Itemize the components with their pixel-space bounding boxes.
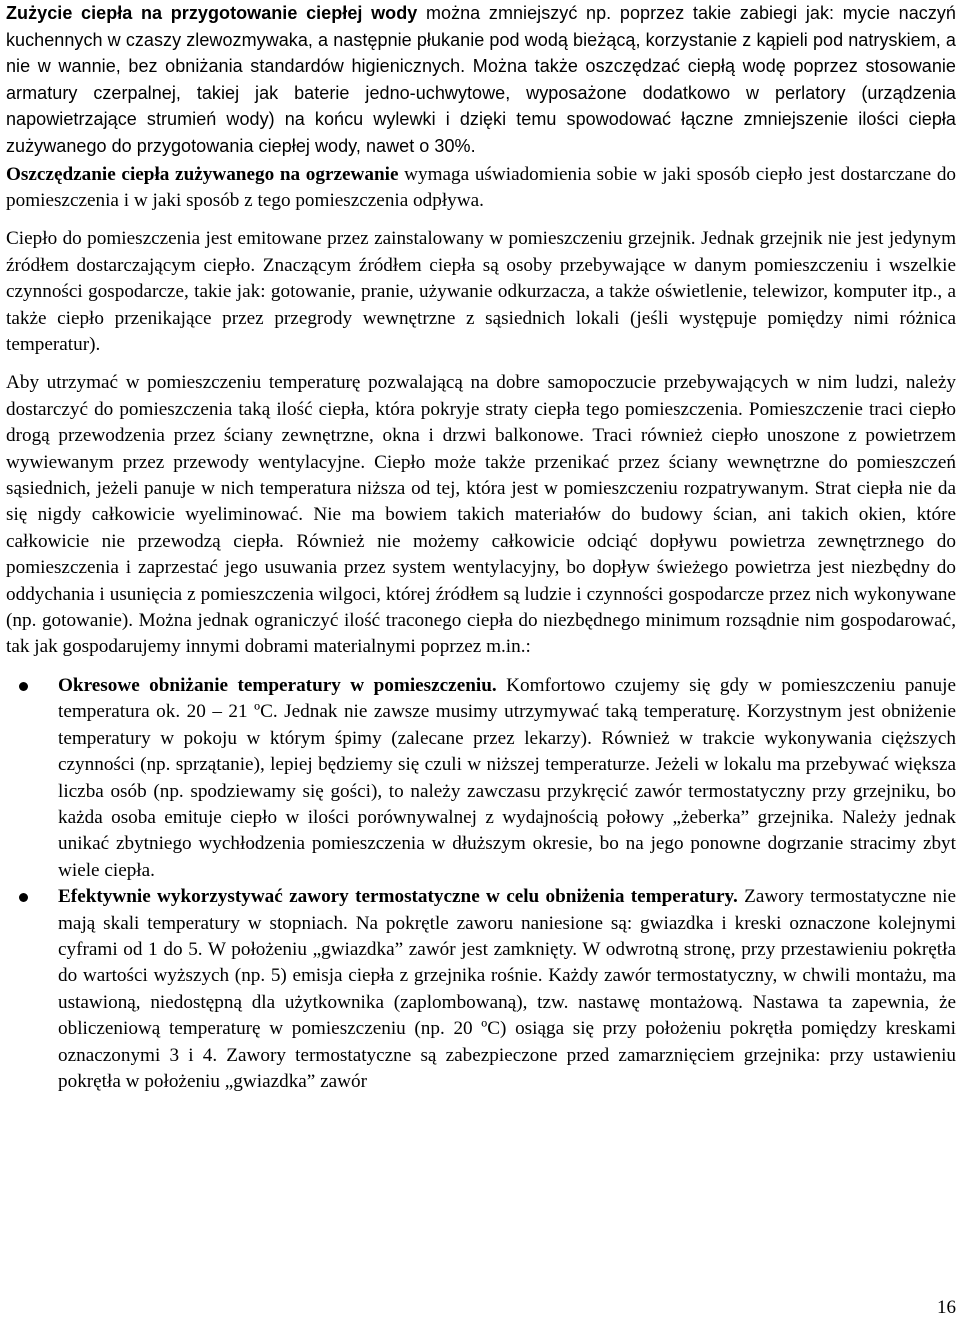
list-item-text: Zawory termostatyczne nie mają skali temperatury w stopniach. Na pokrętle zaworu naniesione są: gwiazdka i kreski oznaczone kolejnymi cyframi od 1 do 5. W położeniu „gwiazdka” zawór jest zamknięty. W odwrotną stronę, przy przestawieniu pokrętła do wartości wyższych (np. 5) emisja ciepła z grzejnika rośnie. Każdy zawór termostatyczny, w chwili montażu, ma ustawioną, niedostępną dla użytkownika (zaplombowaną), tzw. nastawę montażową. Nastawa ta zapewnia, że obliczeniową temperaturę w pomieszczeniu (np. 20 ºC) osiąga się przy położeniu pokrętła pomiędzy kreskami oznaczonymi 3 i 4. Zawory termostatyczne są zabezpieczone przed zamarznięciem grzejnika: przy ustawieniu pokrętła w położeniu „gwiazdka” zawór [58,886,957,1092]
list-item-lead: Okresowe obniżanie temperatury w pomieszczeniu. [58,674,497,696]
bullet-icon [19,682,28,691]
bullet-list [6,673,956,1096]
paragraph-lead: Oszczędzanie ciepła zużywanego na ogrzewanie [6,163,399,185]
list-item-text: Komfortowo czujemy się gdy w pomieszczeniu panuje temperatura ok. 20 – 21 ºC. Jednak nie zawsze musimy utrzymywać taką temperaturę. Korzystnym jest obniżenie temperatury w pokoju w którym śpimy (zalecane przez lekarzy). Również w trakcie wykonywania cięższych czynności (np. sprzątanie), lepiej będziemy się czuli w niższej temperaturze. Jeżeli w lokalu ma przebywać większa liczba osób (np. spodziewamy się gości), to należy zawczasu przykręcić zawór termostatyczny przy grzejniku, bo każda osoba emituje ciepło w ilości porównywalnej z wydajnością połowy „żeberka” grzejnika. Należy jednak unikać zbytniego wychłodzenia pomieszczenia w dłuższym okresie, bo na jego ponowne dogrzanie stracimy zbyt wiele ciepła. [58,674,956,881]
list-item [6,884,956,1095]
document-page [6,0,956,1095]
list-item [6,673,956,884]
paragraph-hot-water [6,0,956,160]
bullet-icon [19,893,28,902]
paragraph-lead: Zużycie ciepła na przygotowanie ciepłej wody [6,3,418,23]
paragraph-heating [6,162,956,215]
paragraph-text: Ciepło do pomieszczenia jest emitowane przez zainstalowany w pomieszczeniu grzejnik. Jednak grzejnik nie jest jedynym źródłem dostarczającym ciepło. Znaczącym źródłem ciepła są osoby przebywające w danym pomieszczeniu i wszelkie czynności gospodarcze, takie jak: gotowanie, pranie, używanie odkurzacza, a także oświetlenie, telewizor, komputer itp., a także ciepło przenikające przez przegrody wewnętrzne z sąsiednich lokali (jeśli występuje pomiędzy nimi różnica temperatur). [6,228,956,355]
paragraph-text: można zmniejszyć np. poprzez takie zabiegi jak: mycie naczyń kuchennych w czaszy zlewozmywaka, a następnie płukanie pod wodą bieżącą, korzystanie z kąpieli pod natryskiem, a nie w wannie, bez obniżania standardów higienicznych. Można także oszczędzać ciepłą wodę poprzez stosowanie armatury czerpalnej, takiej jak baterie jedno-uchwytowe, wyposażone dodatkowo w perlatory (urządzenia napowietrzające strumień wody) na końcu wylewki i dzięki temu spowodować łączne zmniejszenie ilości ciepła zużywanego do przygotowania ciepłej wody, nawet o 30%. [6,3,956,156]
page-number: 16 [937,1297,956,1318]
paragraph-heat-losses [6,370,956,660]
list-item-lead: Efektywnie wykorzystywać zawory termostatyczne w celu obniżenia temperatury. [58,886,738,908]
paragraph-text: wymaga uświadomienia sobie w jaki sposób ciepło jest dostarczane do pomieszczenia i w jaki sposób z tego pomieszczenia odpływa. [6,163,957,211]
paragraph-heat-sources [6,226,956,358]
paragraph-text: Aby utrzymać w pomieszczeniu temperaturę pozwalającą na dobre samopoczucie przebywających w nim ludzi, należy dostarczyć do pomieszczenia taką ilość ciepła, która pokryje straty ciepła tego pomieszczenia. Pomieszczenie traci ciepło drogą przewodzenia przez ściany zewnętrzne, okna i drzwi balkonowe. Traci również ciepło unoszone z powietrzem wywiewanym przez przewody wentylacyjne. Ciepło może także przenikać przez ściany wewnętrzne do pomieszczeń sąsiednich, jeżeli panuje w nich temperatura niższa od tej, która jest w pomieszczeniu rozpatrywanym. Strat ciepła nie da się nigdy całkowicie wyeliminować. Nie ma bowiem takich materiałów do budowy ścian, ani takich okien, które całkowicie nie przewodzą ciepła. Również nie możemy całkowicie odciąć dopływu powietrza zewnętrznego do pomieszczenia i zaprzestać jego usuwania przez system wentylacyjny, bo dopływ świeżego powietrza jest niezbędny do oddychania i usunięcia z pomieszczenia wilgoci, której źródłem są ludzie i czynności gospodarcze przez nich wykonywane (np. gotowanie). Można jednak ograniczyć ilość traconego ciepła do niezbędnego minimum rozsądnie nim gospodarować, tak jak gospodarujemy innymi dobrami materialnymi poprzez m.in.: [6,372,956,658]
